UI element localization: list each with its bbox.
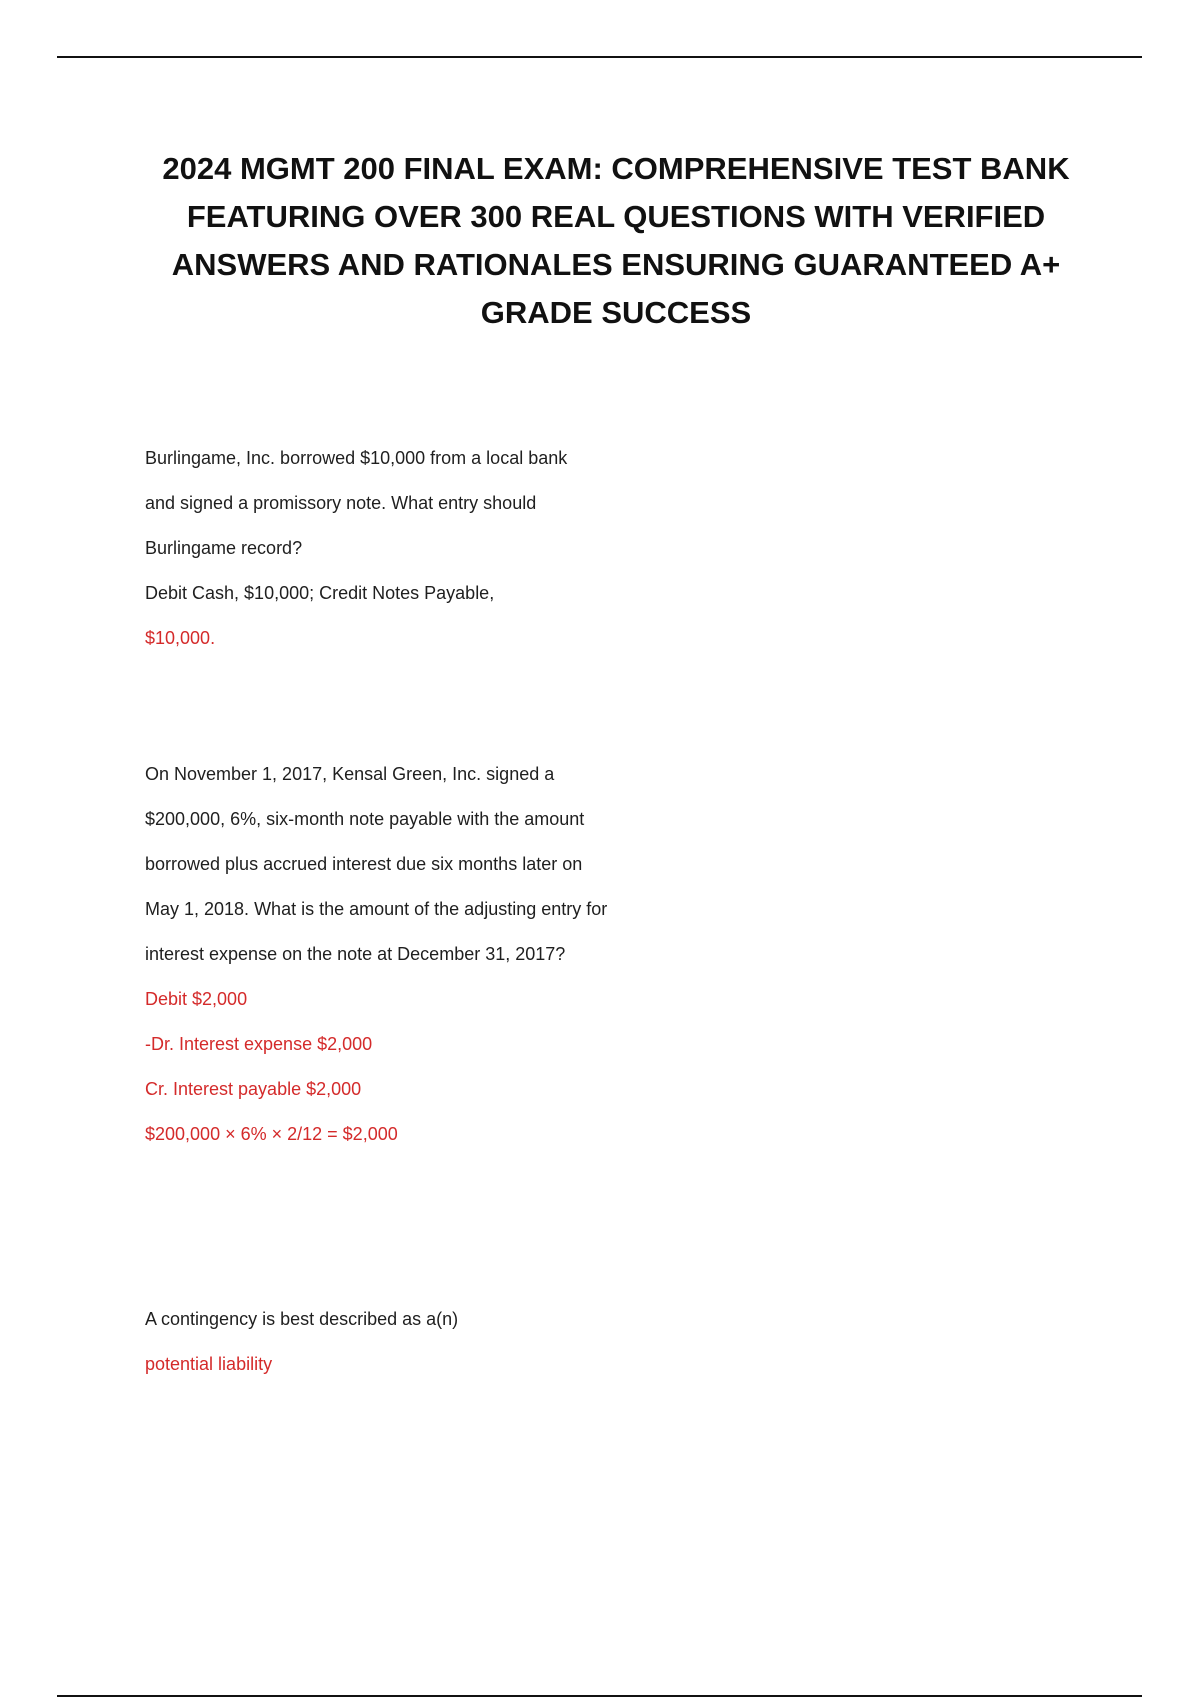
question-line: May 1, 2018. What is the amount of the adjusting entry for [145, 899, 608, 919]
answer-line: potential liability [145, 1354, 273, 1374]
qa-block [145, 1297, 705, 1387]
question-line: On November 1, 2017, Kensal Green, Inc. signed a [145, 764, 555, 784]
question-line: Debit Cash, $10,000; Credit Notes Payable, [145, 583, 495, 603]
qa-block [145, 436, 705, 661]
document-title: 2024 MGMT 200 FINAL EXAM: COMPREHENSIVE TEST BANK FEATURING OVER 300 REAL QUESTIONS WITH VERIFIED ANSWERS AND RATIONALES ENSURING GUARANTEED A+ GRADE SUCCESS [162, 151, 1070, 330]
answer-line: Debit $2,000 [145, 989, 248, 1009]
answer-line: -Dr. Interest expense $2,000 [145, 1034, 373, 1054]
question-line: interest expense on the note at December 31, 2017? [145, 944, 566, 964]
question-line: Burlingame, Inc. borrowed $10,000 from a local bank [145, 448, 568, 468]
qa-block [145, 752, 705, 1157]
answer-line: $200,000 × 6% × 2/12 = $2,000 [145, 1124, 398, 1144]
question-line: and signed a promissory note. What entry should [145, 493, 537, 513]
question-line: borrowed plus accrued interest due six months later on [145, 854, 583, 874]
bottom-rule [57, 1695, 1142, 1697]
answer-line: Cr. Interest payable $2,000 [145, 1079, 362, 1099]
top-rule [57, 56, 1142, 58]
question-line: Burlingame record? [145, 538, 303, 558]
question-line: $200,000, 6%, six-month note payable with the amount [145, 809, 585, 829]
question-line: A contingency is best described as a(n) [145, 1309, 459, 1329]
answer-line: $10,000. [145, 628, 216, 648]
